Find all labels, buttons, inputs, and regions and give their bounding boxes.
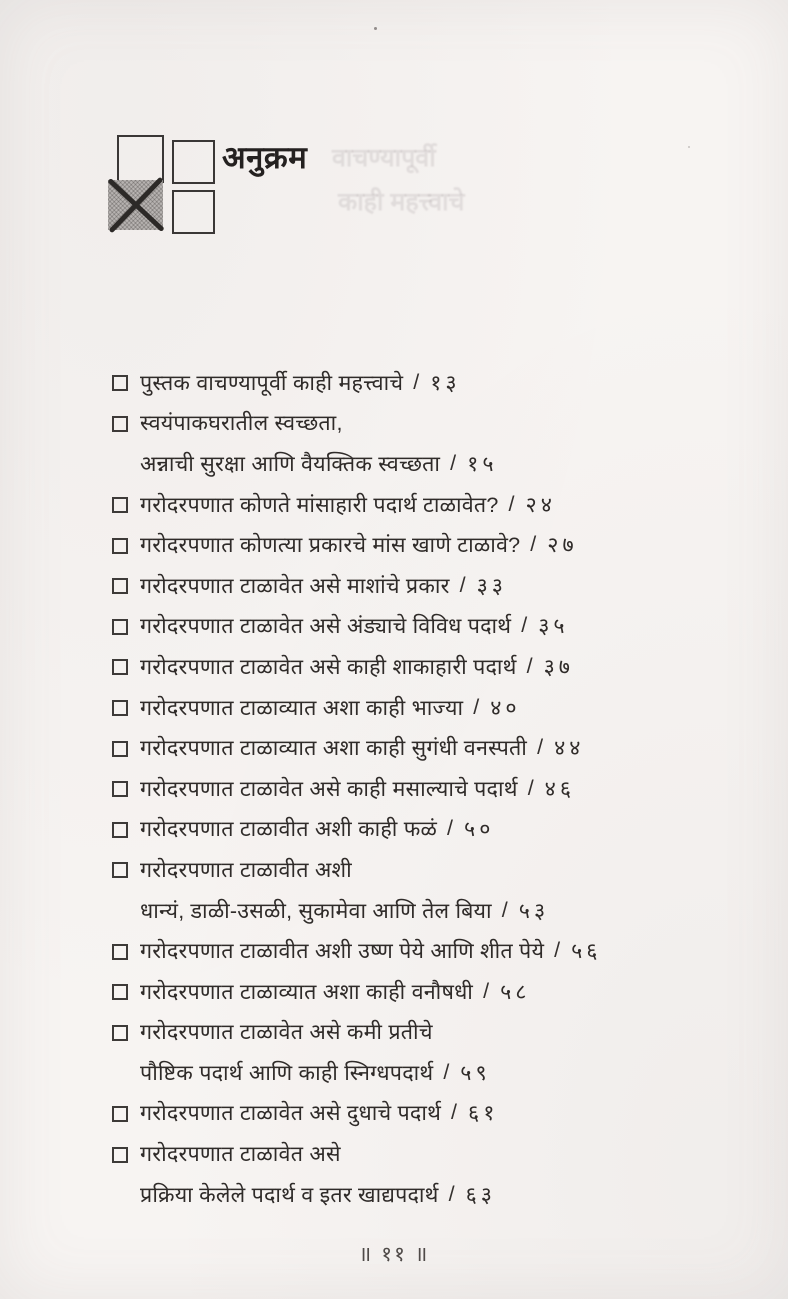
checkbox-icon [112,1025,128,1041]
entry-title-text: प्रक्रिया केलेले पदार्थ व इतर खाद्यपदार्थ [140,1182,439,1207]
toc-entry-line [112,930,728,971]
toc-entry-line [112,403,728,444]
checkbox-icon [112,944,128,960]
entry-title-text: स्वयंपाकघरातील स्वच्छता, [140,411,343,436]
toc-entry-line [112,1012,728,1053]
entry-title-text: गरोदरपणात टाळाव्यात अशा काही सुगंधी वनस्पती [140,736,528,761]
entry-title-text: गरोदरपणात कोणत्या प्रकारचे मांस खाणे टाळावे? [140,533,521,558]
entry-page-number: १३ [430,370,461,395]
checkbox-icon [112,700,128,716]
entry-title-text: गरोदरपणात टाळावेत असे माशांचे प्रकार [140,573,450,598]
checkbox-icon [112,619,128,635]
separator-slash: / [450,450,457,475]
toc-entry-line [112,646,728,687]
logo-square-bottom-right-icon [172,190,215,234]
separator-slash: / [448,1181,455,1206]
entry-page-number: ५६ [571,939,602,964]
scan-speck [688,146,690,148]
separator-slash: / [451,1100,458,1125]
checkbox-icon [112,781,128,797]
entry-page-number: ४० [490,695,521,720]
checkbox-icon [112,822,128,838]
checkbox-icon [112,375,128,391]
separator-slash: / [473,694,480,719]
toc-entry-line [112,524,728,565]
entry-page-number: ६३ [465,1182,496,1207]
entry-page-number: १५ [467,451,498,476]
toc-entry-line [112,1052,728,1093]
separator-slash: / [527,775,534,800]
checkbox-icon [112,578,128,594]
toc-entry-line [112,1133,728,1174]
entry-title-text: धान्यं, डाळी-उसळी, सुकामेवा आणि तेल बिया [140,898,492,923]
toc-entry-line [112,484,728,525]
toc-entry-line [112,606,728,647]
checkbox-icon [112,1147,128,1163]
toc-entry-line [112,565,728,606]
toc-entry-line [112,362,728,403]
publisher-logo [108,133,220,237]
separator-slash: / [483,978,490,1003]
entry-title-text: गरोदरपणात टाळावेत असे काही शाकाहारी पदार्थ [140,654,517,679]
separator-slash: / [526,653,533,678]
entry-page-number: ४४ [554,736,585,761]
checkbox-icon [112,1106,128,1122]
entry-title-text: गरोदरपणात टाळावीत अशी [140,857,352,882]
entry-page-number: ३७ [543,654,574,679]
entry-page-number: ३३ [476,573,507,598]
logo-shaded-square-icon [108,180,163,230]
entry-page-number: २४ [525,492,556,517]
entry-title-text: पौष्टिक पदार्थ आणि काही स्निग्धपदार्थ [140,1060,434,1085]
entry-title-text: गरोदरपणात टाळावेत असे [140,1142,341,1167]
toc-entry-line [112,971,728,1012]
separator-slash: / [530,532,537,557]
toc-entry-line [112,890,728,931]
entry-page-number: ५८ [500,979,531,1004]
separator-slash: / [443,1059,450,1084]
checkbox-icon [112,984,128,1000]
toc-entry-line [112,727,728,768]
toc-list [112,362,728,1214]
separator-slash: / [447,816,454,841]
checkbox-icon [112,538,128,554]
separator-slash: / [508,491,515,516]
entry-title-text: गरोदरपणात टाळावेत असे अंड्याचे विविध पदार्थ [140,614,512,639]
checkbox-icon [112,497,128,513]
entry-page-number: २७ [547,533,578,558]
entry-title-text: गरोदरपणात टाळाव्यात अशा काही भाज्या [140,695,464,720]
separator-slash: / [413,369,420,394]
checkbox-icon [112,741,128,757]
logo-square-top-right-icon [172,140,215,184]
scan-speck [374,27,377,30]
entry-title-text: गरोदरपणात टाळावेत असे कमी प्रतीचे [140,1020,433,1045]
bleedthrough-text-line2: काही महत्त्वाचे [338,188,465,216]
entry-page-number: ४६ [544,776,576,801]
separator-slash: / [459,572,466,597]
entry-title-text: पुस्तक वाचण्यापूर्वी काही महत्त्वाचे [140,370,404,395]
entry-page-number: ५३ [518,898,550,923]
entry-page-number: ३५ [538,614,569,639]
page-number: ॥ ११ ॥ [358,1243,430,1266]
entry-title-text: गरोदरपणात टाळावीत अशी उष्ण पेये आणि शीत पेये [140,939,545,964]
checkbox-icon [112,862,128,878]
toc-entry-line [112,809,728,850]
entry-title-text: गरोदरपणात टाळावीत अशी काही फळं [140,817,438,842]
entry-title-text: गरोदरपणात टाळावेत असे दुधाचे पदार्थ [140,1101,442,1126]
separator-slash: / [554,938,561,963]
logo-square-top-left-icon [117,135,164,183]
separator-slash: / [501,897,508,922]
entry-page-number: ५० [464,817,495,842]
entry-page-number: ६१ [468,1101,499,1126]
page-title: अनुक्रम [222,140,308,175]
toc-entry-line [112,443,728,484]
checkbox-icon [112,416,128,432]
toc-entry-line [112,849,728,890]
entry-title-text: गरोदरपणात टाळावेत असे काही मसाल्याचे पदार्थ [140,776,518,801]
entry-page-number: ५९ [460,1060,491,1085]
toc-entry-line [112,768,728,809]
entry-title-text: गरोदरपणात टाळाव्यात अशा काही वनौषधी [140,979,474,1004]
toc-entry-line [112,1093,728,1134]
bleedthrough-text-line1: वाचण्यापूर्वी [332,144,436,172]
entry-title-text: गरोदरपणात कोणते मांसाहारी पदार्थ टाळावेत? [140,492,499,517]
toc-entry-line [112,1174,728,1215]
separator-slash: / [521,613,528,638]
entry-title-text: अन्नाची सुरक्षा आणि वैयक्तिक स्वच्छता [140,451,441,476]
separator-slash: / [537,735,544,760]
toc-entry-line [112,687,728,728]
checkbox-icon [112,659,128,675]
